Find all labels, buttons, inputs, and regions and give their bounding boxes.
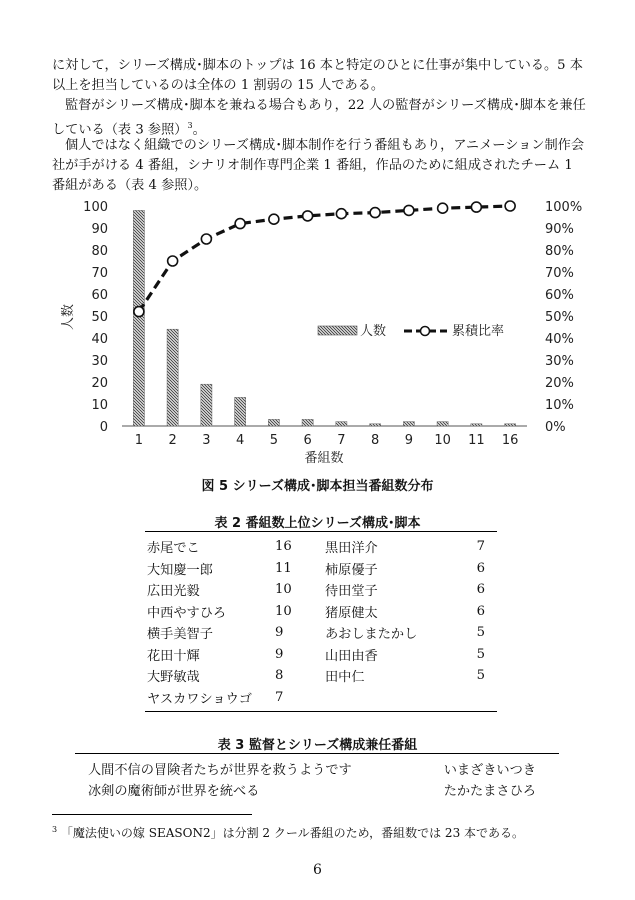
x-tick-label: 6 (303, 433, 312, 448)
legend (318, 323, 504, 339)
table-cell-title: 冰剣の魔術師が世界を統べる (88, 784, 260, 799)
paragraph-2-text: 監督がシリーズ構成･脚本を兼ねる場合もあり，22 人の監督がシリーズ構成･脚本を兼任している（表 3 参照） (52, 98, 586, 138)
table-cell-num1: 11 (275, 560, 292, 576)
table-cell-director: いまざきいつき (443, 763, 536, 778)
table-cell-name1: 横手美智子 (147, 627, 213, 643)
table-row (147, 687, 497, 709)
table-cell-num1: 9 (275, 625, 284, 641)
bar (167, 329, 178, 426)
x-tick-label: 3 (202, 433, 211, 448)
table-row (147, 536, 497, 558)
y-tick-label: 90 (91, 222, 108, 237)
x-tick-label: 5 (269, 433, 279, 448)
table-row (88, 758, 548, 779)
table-cell-name1: 赤尾でこ (147, 541, 200, 557)
paragraph-3: 個人ではなく組織でのシリーズ構成･脚本制作を行う番組もあり，アニメーション制作会社が手がける 4 番組，シナリオ制作専門企業 1 番組，作品のために組成されたチーム 1 番組がある（表 4 参照）。 (52, 138, 585, 193)
line-point (471, 202, 481, 212)
bar (505, 424, 516, 426)
y2-tick-label: 10% (545, 398, 574, 413)
line-point (438, 203, 448, 213)
table-3 (88, 758, 548, 800)
table-cell-num2: 5 (476, 625, 485, 641)
legend-bar-swatch (318, 326, 357, 335)
table-cell-name2 (321, 687, 451, 709)
table-cell-name2: 山田由香 (325, 648, 378, 664)
table-cell-name1: 大野敏哉 (147, 670, 200, 686)
y-axis-left (83, 200, 108, 435)
table-cell-title: 人間不信の冒険者たちが世界を救うようです (88, 763, 352, 778)
table-cell-num2: 5 (476, 668, 485, 684)
table-2-top-rule (145, 531, 497, 532)
table-3-top-rule (75, 753, 559, 754)
line-point (134, 307, 144, 317)
page-number: 6 (313, 862, 322, 878)
y-tick-label: 100 (83, 200, 108, 215)
x-tick-label: 1 (134, 433, 144, 448)
table-row (88, 779, 548, 800)
table-cell-num2: 5 (476, 646, 485, 662)
table-cell-name2: 待田堂子 (325, 584, 378, 600)
y-axis-right (545, 200, 582, 435)
bar-series (133, 210, 515, 426)
footnote-rule (52, 814, 252, 815)
x-tick-label: 8 (370, 433, 380, 448)
figure-5-chart (52, 196, 592, 468)
y-axis-label: 人数 (61, 303, 76, 331)
table-cell-name1: ヤスカワショウゴ (147, 691, 252, 707)
table-row (147, 579, 497, 601)
bar (302, 419, 313, 426)
y-tick-label: 70 (91, 266, 108, 281)
line-point (404, 205, 414, 215)
table-row (147, 558, 497, 580)
y-tick-label: 30 (91, 354, 108, 369)
table-cell-num1: 8 (275, 668, 284, 684)
table-cell-num1: 16 (275, 539, 292, 555)
table-cell-num2: 6 (476, 560, 485, 576)
footnote-text: 「魔法使いの嫁 SEASON2」は分割 2 クール番組のため，番組数では 23 本である。 (60, 826, 525, 840)
footnote-mark: 3 (52, 825, 58, 834)
table-cell-num2: 6 (476, 582, 485, 598)
table-cell-num1: 9 (275, 646, 284, 662)
table-row (147, 665, 497, 687)
line-point (370, 208, 380, 218)
table-cell-name1: 大知慶一郎 (147, 562, 213, 578)
figure-caption: 図 5 シリーズ構成･脚本担当番組数分布 (201, 479, 434, 494)
table-2-title: 表 2 番組数上位シリーズ構成･脚本 (214, 516, 421, 531)
line-point (168, 256, 178, 266)
y2-tick-label: 70% (545, 266, 574, 281)
table-cell-num1: 10 (275, 582, 292, 598)
table-2 (147, 536, 497, 708)
y-tick-label: 50 (91, 310, 108, 325)
bar (336, 422, 347, 426)
y-tick-label: 10 (91, 398, 108, 413)
table-cell-name1: 中西やすひろ (147, 605, 227, 621)
table-3-title: 表 3 監督とシリーズ構成兼任番組 (217, 738, 418, 753)
table-cell-num2 (451, 687, 497, 709)
table-cell-director: たかたまさひろ (443, 784, 536, 799)
bar (437, 422, 448, 426)
line-point (505, 201, 515, 211)
footnote (52, 824, 524, 841)
bar (133, 210, 144, 426)
y2-tick-label: 100% (545, 200, 583, 215)
legend-line-marker (421, 327, 430, 336)
y2-tick-label: 20% (545, 376, 574, 391)
table-row (147, 601, 497, 623)
line-point (201, 234, 211, 244)
bar (471, 424, 482, 426)
bar (201, 384, 212, 426)
table-cell-num2: 6 (476, 603, 485, 619)
paragraph-1: に対して，シリーズ構成･脚本のトップは 16 本と特定のひとに仕事が集中している。5 本以上を担当しているのは全体の 1 割弱の 15 人である。 (52, 58, 583, 93)
x-tick-label: 10 (434, 433, 451, 448)
table-cell-name2: 柿原優子 (325, 562, 378, 578)
y-tick-label: 40 (91, 332, 108, 347)
y2-tick-label: 40% (545, 332, 574, 347)
bar (370, 424, 381, 426)
chart-svg (52, 196, 592, 468)
table-row (147, 622, 497, 644)
cumulative-points (134, 201, 515, 317)
x-tick-label: 2 (168, 433, 177, 448)
y-tick-label: 20 (91, 376, 108, 391)
table-cell-name2: 猪原健太 (325, 605, 378, 621)
line-point (336, 209, 346, 219)
x-tick-label: 7 (337, 433, 346, 448)
table-cell-name2: 田中仁 (325, 670, 365, 686)
table-2-bottom-rule (145, 711, 497, 712)
line-point (235, 219, 245, 229)
table-cell-name2: 黒田洋介 (325, 541, 378, 557)
table-cell-name2: あおしまたかし (325, 627, 418, 643)
y2-tick-label: 90% (545, 222, 574, 237)
y2-tick-label: 50% (545, 310, 574, 325)
x-tick-label: 16 (501, 433, 519, 448)
table-cell-num1: 7 (275, 689, 284, 705)
table-cell-name1: 広田光毅 (147, 584, 200, 600)
y2-tick-label: 60% (545, 288, 574, 303)
x-tick-label: 4 (235, 433, 245, 448)
bar (403, 422, 414, 426)
x-tick-label: 9 (404, 433, 414, 448)
y-tick-label: 80 (91, 244, 108, 259)
line-point (303, 211, 313, 221)
y2-tick-label: 80% (545, 244, 574, 259)
y2-tick-label: 0% (545, 420, 566, 435)
table-cell-num1: 10 (275, 603, 292, 619)
bar (268, 419, 279, 426)
y2-tick-label: 30% (545, 354, 574, 369)
table-cell-num2: 7 (476, 539, 485, 555)
table-cell-name1: 花田十輝 (147, 648, 200, 664)
x-axis-label: 番組数 (304, 451, 344, 466)
footnote-ref: 3 (187, 121, 193, 130)
paragraph-2: 監督がシリーズ構成･脚本を兼ねる場合もあり，22 人の監督がシリーズ構成･脚本を兼任している（表 3 参照）$^3$。 (52, 98, 586, 138)
legend-line-label: 累積比率 (452, 324, 505, 339)
bar (235, 397, 246, 426)
cumulative-line (139, 206, 510, 312)
table-row (147, 644, 497, 666)
line-point (269, 214, 279, 224)
x-axis-ticks (135, 433, 519, 448)
x-tick-label: 11 (468, 433, 485, 448)
legend-bar-label: 人数 (360, 324, 387, 339)
y-tick-label: 60 (91, 288, 108, 303)
y-tick-label: 0 (99, 420, 108, 435)
